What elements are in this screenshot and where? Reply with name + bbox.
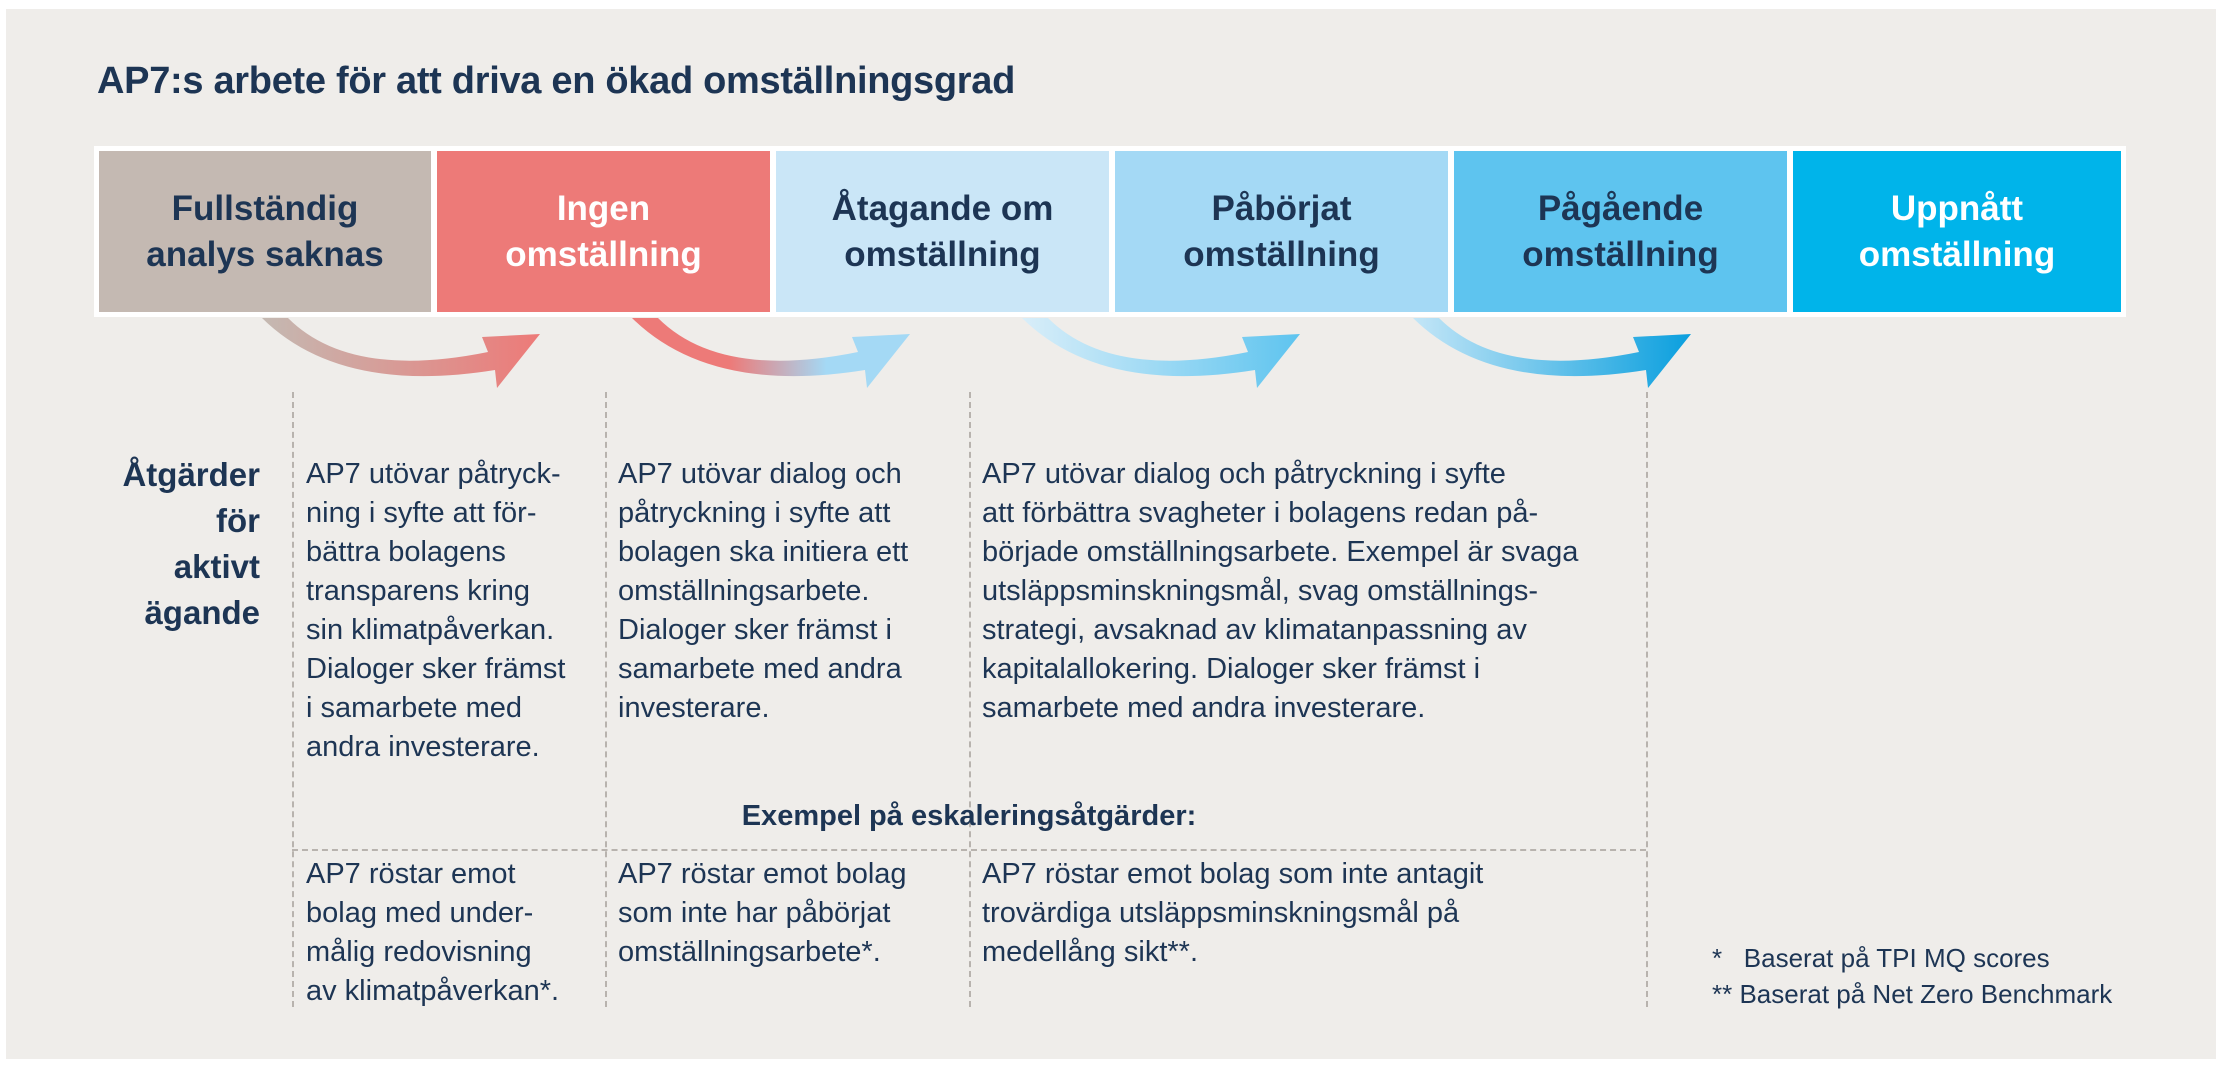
arrow-1 <box>262 318 540 388</box>
column-divider <box>292 392 294 1007</box>
action-text-col-3: AP7 utövar dialog och påtryckning i syfte att förbättra svagheter i bolagens redan på- började omställningsarbete. Exempel är svaga utsläppsminskningsmål, svag omställnings- strategi, avsaknad av klimatanpassning av kapitalallokering. Dialoger sker främst i samarbete med andra investerare. <box>982 458 1579 724</box>
active-ownership-label: Åtgärder för aktivt ägande <box>122 456 260 631</box>
escalation-text-col-1: AP7 röstar emot bolag med under- målig redovisning av klimatpåverkan*. <box>306 858 560 1007</box>
stage-ingen-omstallning: Ingen omställning <box>437 151 770 312</box>
stage-fullstandig-analys-saknas: Fullständig analys saknas <box>99 151 431 312</box>
escalation-text-col-2: AP7 röstar emot bolag som inte har påbörjat omställningsarbete*. <box>618 858 907 968</box>
footnote-1: * Baserat på TPI MQ scores <box>1712 943 2050 973</box>
arrow-4 <box>1413 318 1691 388</box>
column-divider <box>605 392 607 1007</box>
stage-paborjat-omstallning: Påbörjat omställning <box>1115 151 1448 312</box>
action-text-col-1: AP7 utövar påtryck- ning i syfte att för- bättra bolagens transparens kring sin klimatpåverkan. Dialoger sker främst i samarbete med andra investerare. <box>306 458 566 763</box>
footnote-2: ** Baserat på Net Zero Benchmark <box>1712 979 2113 1009</box>
escalation-text-col-3: AP7 röstar emot bolag som inte antagit trovärdiga utsläppsminskningsmål på medellång sikt**. <box>982 858 1484 968</box>
stage-pagaende-omstallning: Pågående omställning <box>1454 151 1787 312</box>
column-divider <box>969 392 971 1007</box>
column-divider <box>1646 392 1648 1007</box>
diagram-title: AP7:s arbete för att driva en ökad omställningsgrad <box>97 60 1016 102</box>
arrow-3 <box>1022 318 1300 388</box>
stage-uppnatt-omstallning: Uppnått omställning <box>1793 151 2121 312</box>
stage-atagande-om-omstallning: Åtagande om omställning <box>776 151 1109 312</box>
arrow-2 <box>632 318 910 388</box>
transition-arrows <box>0 0 2224 420</box>
escalation-heading: Exempel på eskaleringsåtgärder: <box>741 800 1197 832</box>
action-text-col-2: AP7 utövar dialog och påtryckning i syfte att bolagen ska initiera ett omställningsarbete. Dialoger sker främst i samarbete med andra investerare. <box>618 458 909 724</box>
escalation-divider <box>292 849 1646 851</box>
